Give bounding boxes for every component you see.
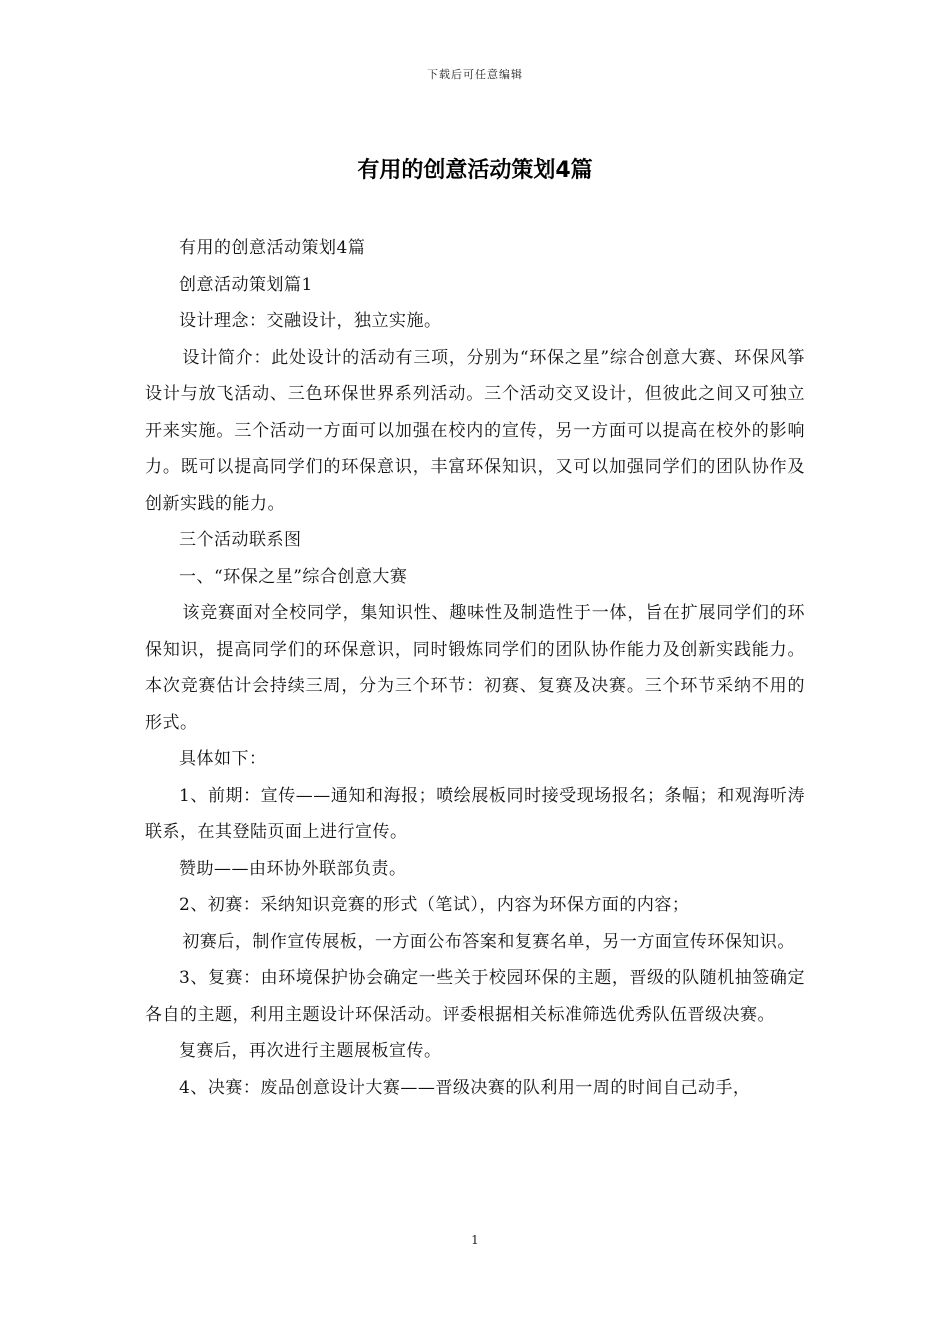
paragraph: 设计简介：此处设计的活动有三项，分别为“环保之星”综合创意大赛、环保风筝设计与放飞活动、三色环保世界系列活动。三个活动交叉设计，但彼此之间又可独立开来实施。三个活动一方面可以加强在校内的宣传，另一方面可以提高在校外的影响力。既可以提高同学们的环保意识，丰富环保知识，又可以加强同学们的团队协作及创新实践的能力。 (145, 347, 805, 514)
paragraph: 1、前期：宣传——通知和海报；喷绘展板同时接受现场报名；条幅；和观海听涛联系，在其登陆页面上进行宣传。 (145, 785, 805, 842)
paragraph: 创意活动策划篇1 (179, 274, 313, 295)
page-header: 下载后可任意编辑 (427, 68, 523, 81)
page-number: 1 (471, 1233, 479, 1247)
paragraph: 复赛后，再次进行主题展板宣传。 (179, 1041, 442, 1061)
paragraph: 三个活动联系图 (179, 530, 302, 550)
paragraph: 初赛后，制作宣传展板，一方面公布答案和复赛名单，另一方面宣传环保知识。 (182, 931, 795, 952)
paragraph: 具体如下： (179, 749, 267, 769)
paragraph: 有用的创意活动策划4篇 (179, 238, 366, 258)
paragraph: 赞助——由环协外联部负责。 (179, 858, 407, 879)
paragraph: 2、初赛：采纳知识竞赛的形式（笔试），内容为环保方面的内容； (179, 895, 690, 915)
section-heading: 一、“环保之星”综合创意大赛 (179, 566, 408, 587)
paragraph: 3、复赛：由环境保护协会确定一些关于校园环保的主题，晋级的队随机抽签确定各自的主题，利用主题设计环保活动。评委根据相关标准筛选优秀队伍晋级决赛。 (145, 968, 805, 1025)
paragraph: 4、决赛：废品创意设计大赛——晋级决赛的队利用一周的时间自己动手， (179, 1077, 751, 1098)
document-body (145, 230, 805, 1106)
paragraph: 设计理念：交融设计，独立实施。 (179, 311, 442, 331)
paragraph: 该竞赛面对全校同学，集知识性、趣味性及制造性于一体，旨在扩展同学们的环保知识，提高同学们的环保意识，同时锻炼同学们的团队协作能力及创新实践能力。本次竞赛估计会持续三周，分为三个环节：初赛、复赛及决赛。三个环节采纳不用的形式。 (145, 603, 805, 733)
document-title: 有用的创意活动策划4篇 (357, 158, 593, 183)
